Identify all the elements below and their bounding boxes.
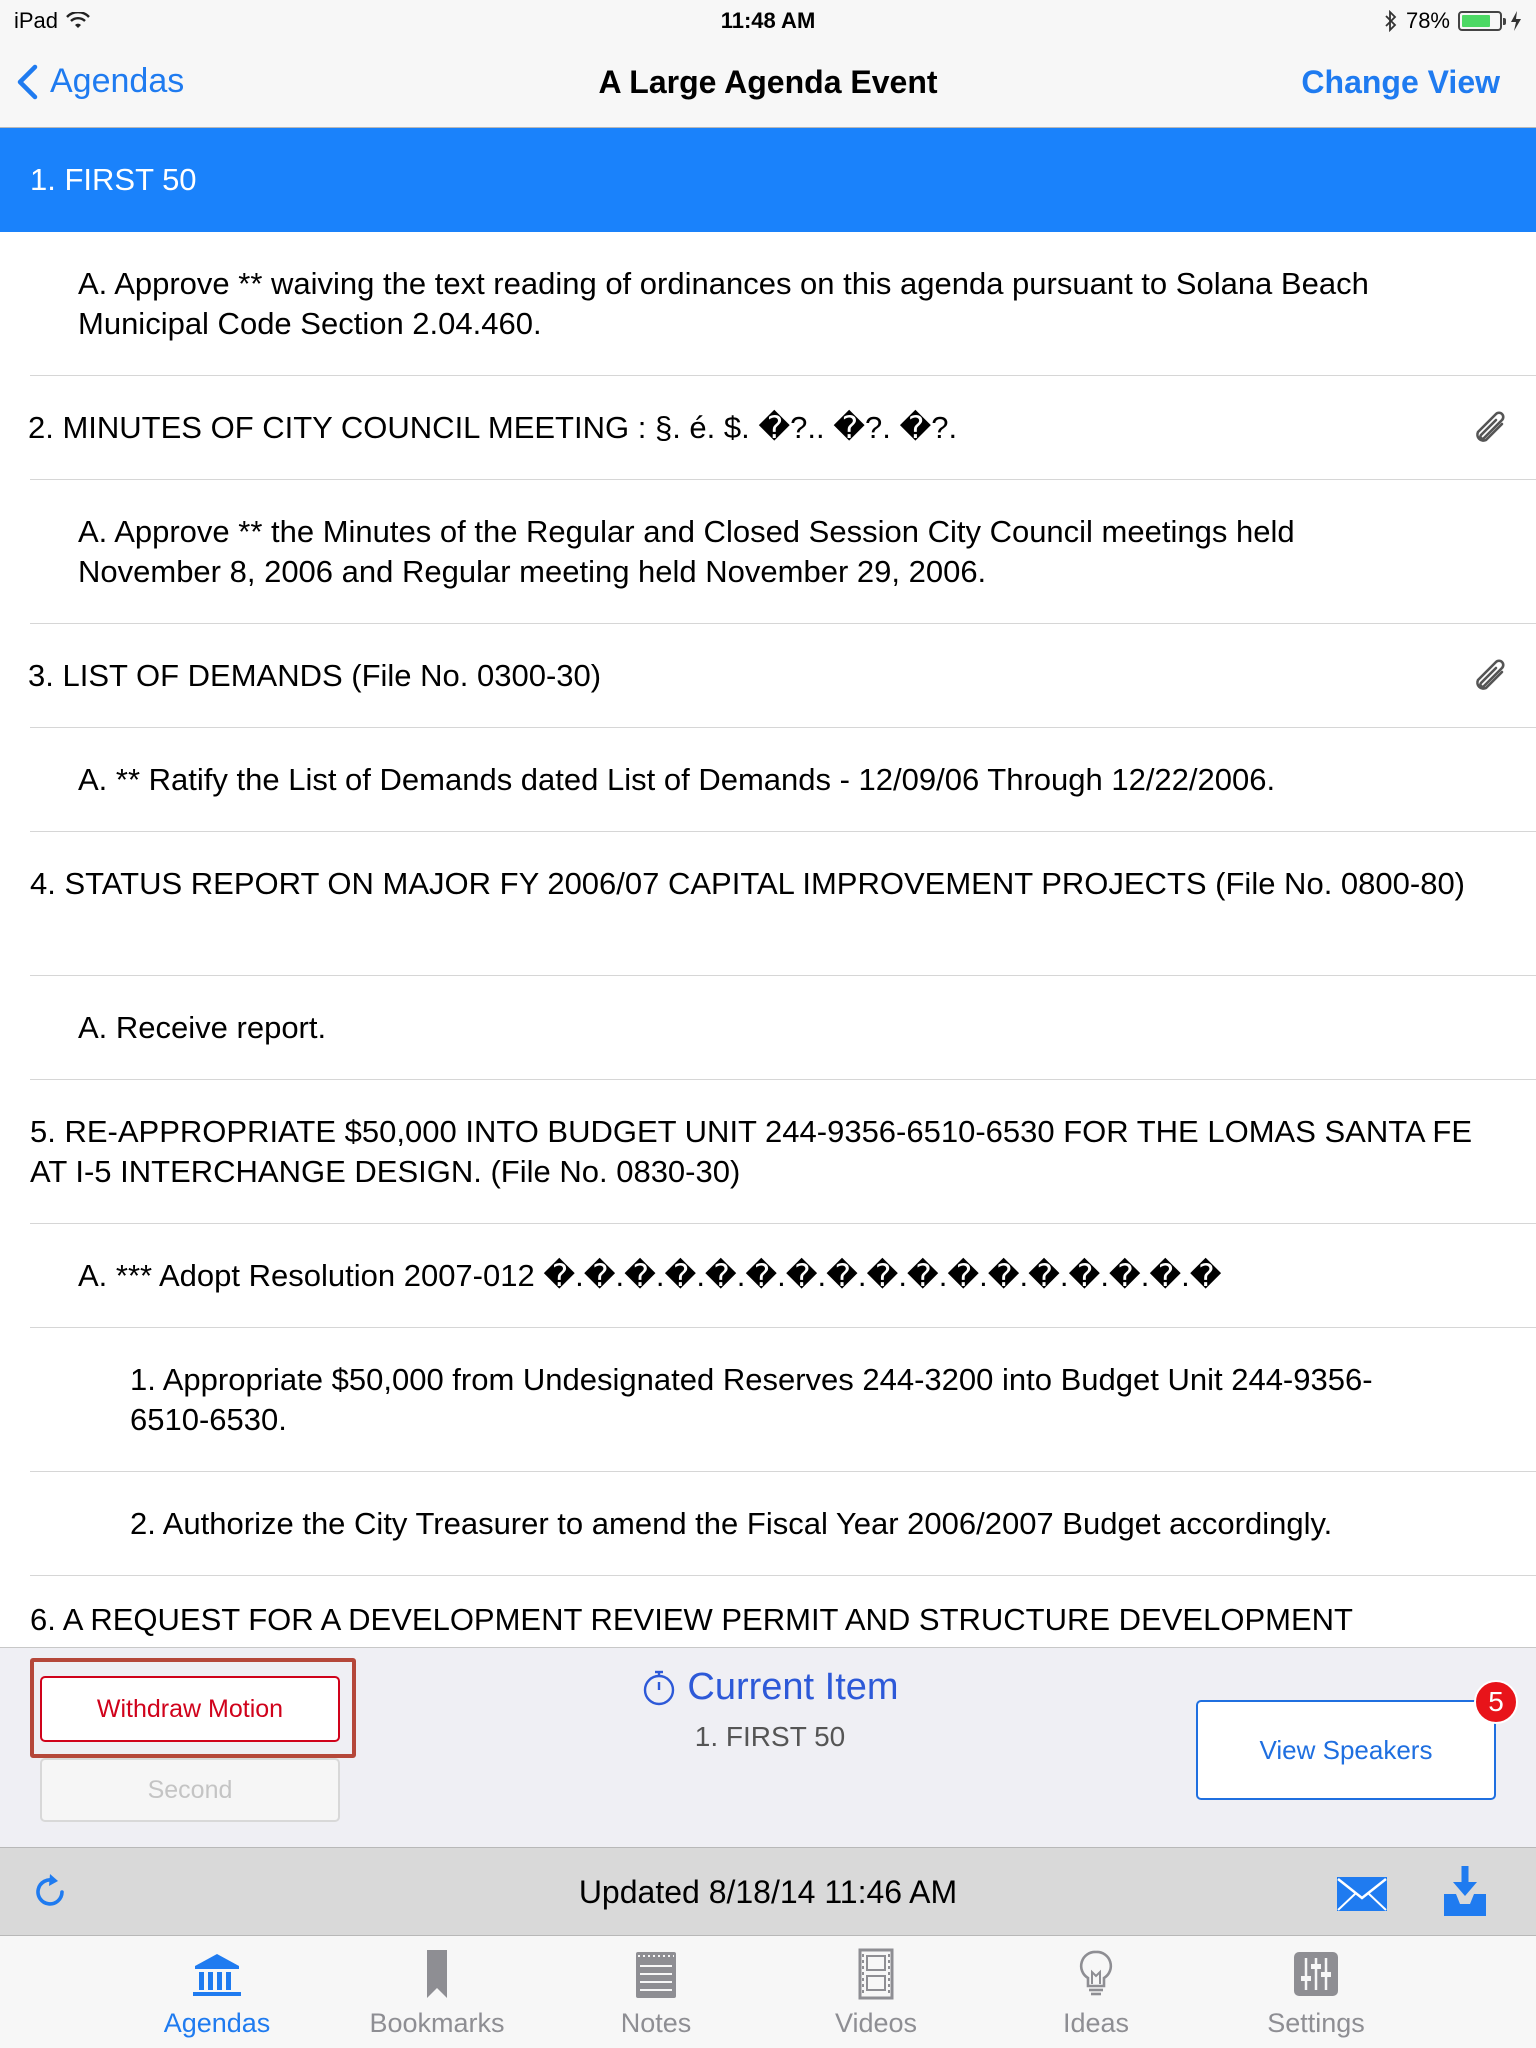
agenda-item-text: A. ** Ratify the List of Demands dated List of Demands - 12/09/06 Through 12/22/2006. — [78, 762, 1276, 797]
current-item — [560, 1666, 980, 1753]
agenda-item-text: 5. RE-APPROPRIATE $50,000 INTO BUDGET UNIT 244-9356-6510-6530 FOR THE LOMAS SANTA FE AT I-5 INTERCHANGE DESIGN. (File No. 0830-30) — [30, 1114, 1473, 1189]
page-title: A Large Agenda Event — [598, 64, 938, 100]
agenda-item-text: A. Approve ** waiving the text reading of ordinances on this agenda pursuant to Solana Beach Municipal Code Section 2.04.460. — [78, 266, 1369, 341]
device-label: iPad — [14, 8, 59, 33]
speakers-count-badge: 5 — [1474, 1680, 1518, 1724]
motion-panel — [0, 1647, 1536, 1847]
status-bar — [0, 0, 1536, 40]
agenda-item-4a[interactable] — [0, 976, 1536, 1080]
agenda-item-text: 1. FIRST 50 — [30, 162, 197, 197]
tab-label: Ideas — [1062, 2008, 1130, 2038]
agenda-item-text: 4. STATUS REPORT ON MAJOR FY 2006/07 CAPITAL IMPROVEMENT PROJECTS (File No. 0800-80) — [30, 866, 1466, 901]
tab-bar — [0, 1935, 1536, 2048]
paperclip-icon[interactable] — [1468, 654, 1514, 700]
tab-agendas[interactable] — [117, 1946, 317, 2039]
agenda-item-5a-2[interactable] — [0, 1472, 1536, 1576]
tab-label: Bookmarks — [369, 2008, 505, 2038]
lightbulb-icon — [1068, 1946, 1124, 2002]
mail-icon[interactable] — [1336, 1876, 1388, 1912]
tab-label: Settings — [1267, 2008, 1365, 2038]
agenda-item-1a[interactable] — [0, 232, 1536, 376]
agenda-item-5a-1[interactable] — [0, 1328, 1536, 1472]
agenda-item-text: 2. MINUTES OF CITY COUNCIL MEETING : §. é. $. �?.. �?. �?. — [28, 410, 958, 445]
updated-timestamp: Updated 8/18/14 11:46 AM — [578, 1874, 958, 1910]
agenda-item-5[interactable] — [0, 1080, 1536, 1224]
agenda-item-text: 2. Authorize the City Treasurer to amend the Fiscal Year 2006/2007 Budget accordingly. — [130, 1506, 1333, 1541]
tab-ideas[interactable] — [996, 1946, 1196, 2039]
second-button: Second — [40, 1758, 340, 1822]
agenda-item-3[interactable] — [0, 624, 1536, 728]
sliders-icon — [1288, 1946, 1344, 2002]
charging-icon — [1510, 11, 1522, 31]
agenda-item-text: 1. Appropriate $50,000 from Undesignated Reserves 244-3200 into Budget Unit 244-9356-6510-6530. — [130, 1362, 1373, 1437]
withdraw-motion-button[interactable]: Withdraw Motion — [40, 1676, 340, 1742]
paperclip-icon[interactable] — [1468, 406, 1514, 452]
film-icon — [848, 1946, 904, 2002]
battery-icon — [1458, 11, 1502, 31]
update-bar — [0, 1847, 1536, 1935]
current-item-value: 1. FIRST 50 — [694, 1721, 846, 1752]
agenda-item-text: 6. A REQUEST FOR A DEVELOPMENT REVIEW PERMIT AND STRUCTURE DEVELOPMENT — [30, 1602, 1353, 1637]
agenda-list — [0, 128, 1536, 1647]
bookmark-icon — [409, 1946, 465, 2002]
download-icon[interactable] — [1440, 1864, 1490, 1918]
agenda-item-4[interactable] — [0, 832, 1536, 976]
stopwatch-icon — [641, 1669, 677, 1707]
agenda-item-text: 3. LIST OF DEMANDS (File No. 0300-30) — [28, 658, 602, 693]
agenda-item-2[interactable] — [0, 376, 1536, 480]
agenda-item-text: A. Approve ** the Minutes of the Regular and Closed Session City Council meetings held November 8, 2006 and Regular meeting held November 29, 2006. — [78, 514, 1295, 589]
tab-label: Videos — [834, 2008, 918, 2038]
tab-label: Agendas — [163, 2008, 271, 2038]
agenda-item-3a[interactable] — [0, 728, 1536, 832]
agenda-item-text: A. Receive report. — [78, 1010, 327, 1045]
notepad-icon — [628, 1946, 684, 2002]
agenda-item-5a[interactable] — [0, 1224, 1536, 1328]
tab-settings[interactable] — [1216, 1946, 1416, 2039]
status-time: 11:48 AM — [720, 8, 816, 33]
agenda-item-6[interactable] — [0, 1576, 1536, 1647]
battery-percent: 78% — [1405, 8, 1450, 33]
agenda-item-1[interactable] — [0, 128, 1536, 232]
back-label: Agendas — [50, 62, 185, 100]
navigation-bar — [0, 40, 1536, 128]
tab-notes[interactable] — [556, 1946, 756, 2039]
current-item-label: Current Item — [687, 1666, 899, 1708]
agenda-item-2a[interactable] — [0, 480, 1536, 624]
change-view-button[interactable]: Change View — [1301, 64, 1500, 100]
bluetooth-icon — [1384, 10, 1398, 32]
tab-bookmarks[interactable] — [337, 1946, 537, 2039]
bank-icon — [189, 1946, 245, 2002]
agenda-item-text: A. *** Adopt Resolution 2007-012 �.�.�.�.�.�.�.�.�.�.�.�.�.�.�.�.� — [78, 1258, 1222, 1293]
tab-videos[interactable] — [776, 1946, 976, 2039]
tab-label: Notes — [620, 2008, 692, 2038]
view-speakers-button[interactable]: View Speakers — [1196, 1700, 1496, 1800]
